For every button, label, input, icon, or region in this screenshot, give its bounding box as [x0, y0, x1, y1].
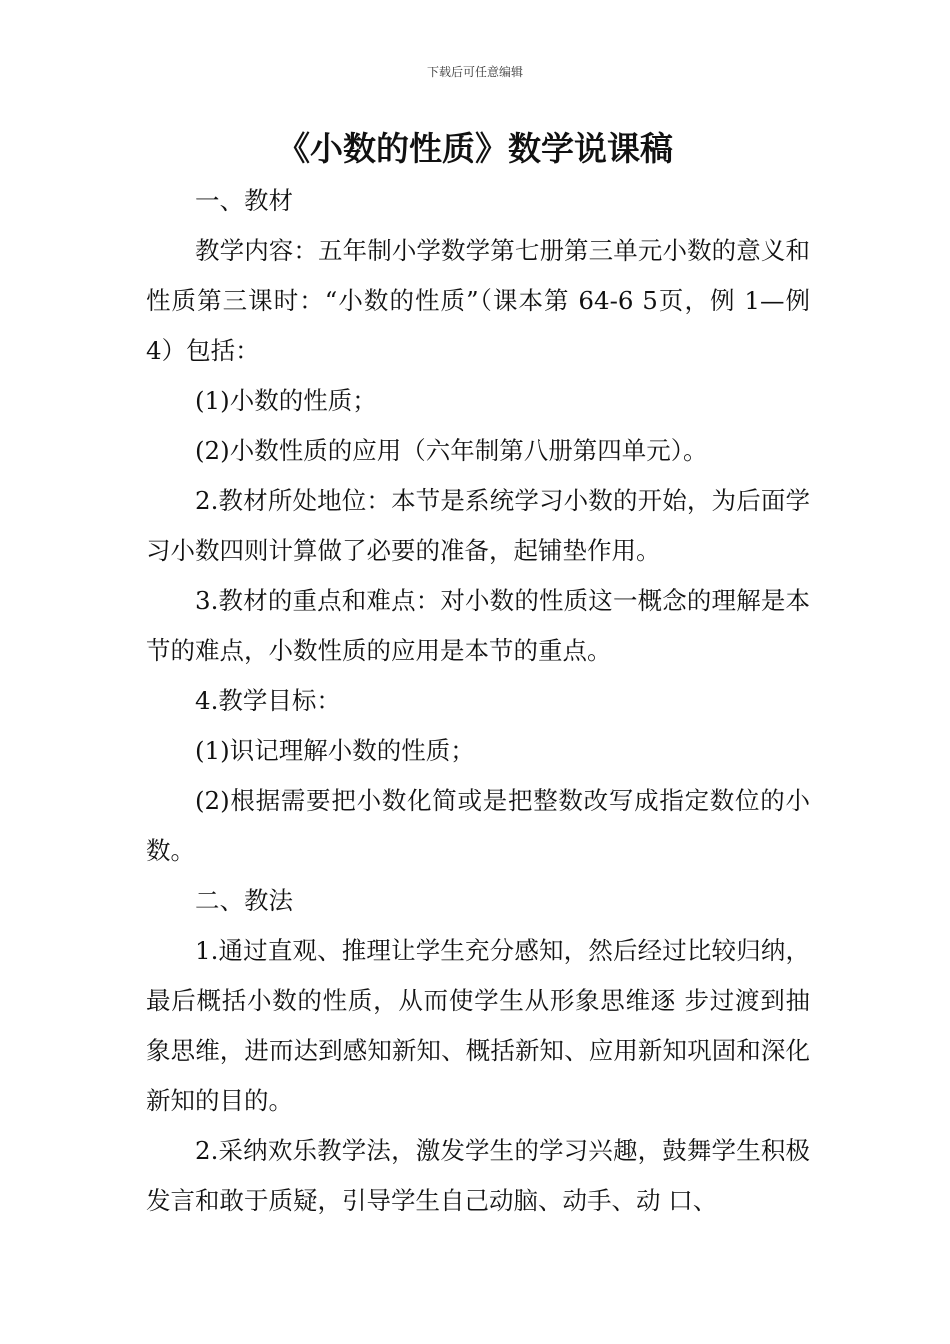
page-header-note: 下载后可任意编辑: [426, 65, 523, 79]
section-heading-methods: 二、教法: [195, 886, 293, 915]
section-heading-materials: 一、教材: [195, 186, 293, 215]
list-item-property: (1)小数的性质；: [195, 386, 377, 415]
document-body: [146, 176, 810, 1226]
document-title: 《小数的性质》数学说课稿: [277, 129, 673, 168]
paragraph-teaching-content: 教学内容：五年制小学数学第七册第三单元小数的意义和性质第三课时：“小数的性质”（课本第 64-6 5页，例 1—例 4）包括：: [146, 236, 810, 365]
list-item-application: (2)小数性质的应用（六年制第八册第四单元）。: [195, 436, 708, 465]
list-item-goal-2: (2)根据需要把小数化简或是把整数改写成指定数位的小数。: [146, 786, 810, 865]
paragraph-teaching-goals: 4.教学目标：: [195, 686, 341, 715]
paragraph-material-position: 2.教材所处地位：本节是系统学习小数的开始，为后面学习小数四则计算做了必要的准备，起铺垫作用。: [146, 486, 810, 565]
paragraph-method-2: 2.采纳欢乐教学法，激发学生的学习兴趣，鼓舞学生积极发言和敢于质疑，引导学生自己动脑、动手、动 口、: [146, 1136, 810, 1215]
list-item-goal-1: (1)识记理解小数的性质；: [195, 736, 475, 765]
paragraph-key-points: 3.教材的重点和难点：对小数的性质这一概念的理解是本节的难点，小数性质的应用是本节的重点。: [146, 586, 810, 665]
paragraph-method-1: 1.通过直观、推理让学生充分感知，然后经过比较归纳，最后概括小数的性质，从而使学生从形象思维逐 步过渡到抽象思维，进而达到感知新知、概括新知、应用新知巩固和深化新知的目的。: [146, 936, 810, 1115]
